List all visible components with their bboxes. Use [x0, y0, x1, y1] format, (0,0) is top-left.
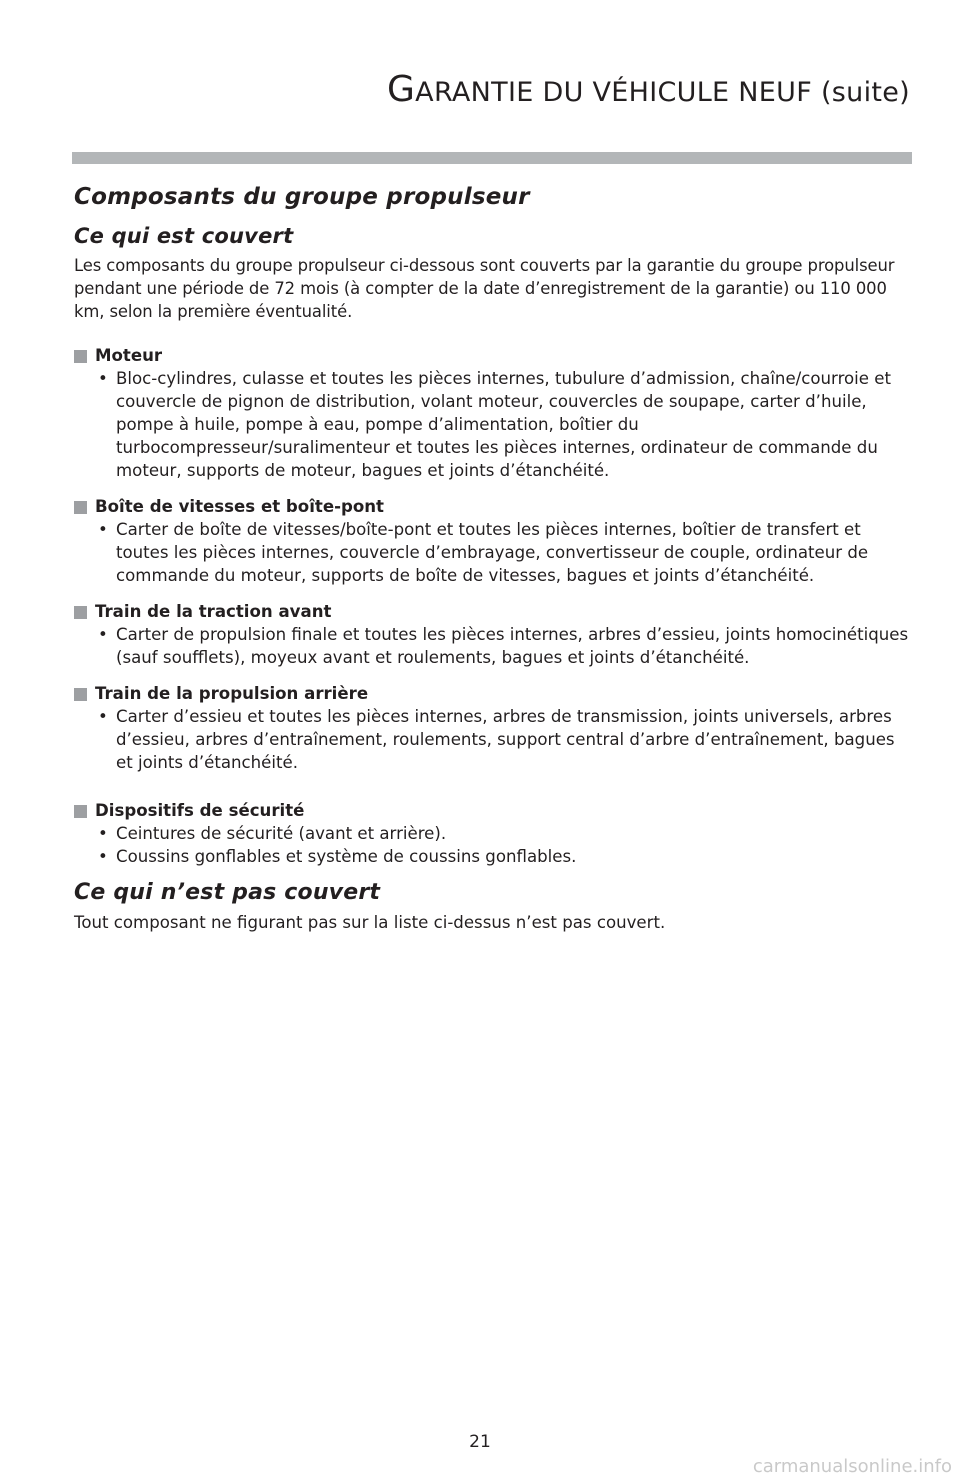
bullet-icon: • — [98, 707, 108, 726]
square-bullet-icon — [74, 688, 87, 701]
header-title-suite: (suite) — [820, 77, 910, 108]
category-label: Boîte de vitesses et boîte-pont — [95, 497, 384, 516]
category-label: Moteur — [95, 346, 163, 365]
list-item: • Carter d’essieu et toutes les pièces internes, arbres de transmission, joints universels, arbres d’essieu, arbres d’entraînement, roulements, support central d’arbre d’entraînement, bagues et joints d’étanchéité. — [98, 707, 895, 772]
header-title-initial: G — [386, 69, 416, 110]
category-boite-de-vitesses — [74, 496, 914, 587]
bullet-icon: • — [98, 625, 108, 644]
list-item: • Ceintures de sécurité (avant et arrière). — [98, 824, 447, 843]
list-item: • Carter de boîte de vitesses/boîte-pont et toutes les pièces internes, boîtier de transfert et toutes les pièces internes, couvercle d’embrayage, convertisseur de couple, ordinateur de commande du moteur, supports de boîte de vitesses, bagues et joints d’étanchéité. — [98, 520, 869, 585]
header-rule — [72, 152, 912, 164]
list-item: • Carter de propulsion finale et toutes les pièces internes, arbres d’essieu, joints homocinétiques (sauf soufflets), moyeux avant et roulements, bagues et joints d’étanchéité. — [98, 625, 909, 667]
bullet-icon: • — [98, 369, 108, 388]
page-header — [72, 69, 910, 110]
category-securite — [74, 800, 914, 868]
item-list — [74, 705, 914, 774]
list-item: • Coussins gonflables et système de coussins gonflables. — [98, 847, 577, 866]
square-bullet-icon — [74, 805, 87, 818]
item-list — [74, 822, 914, 868]
bullet-icon: • — [98, 824, 108, 843]
watermark: carmanualsonline.info — [752, 1456, 952, 1477]
square-bullet-icon — [74, 350, 87, 363]
not-covered-title: Ce qui n’est pas couvert — [74, 880, 381, 905]
category-label: Train de la traction avant — [95, 602, 332, 621]
covered-intro: Les composants du groupe propulseur ci-dessous sont couverts par la garantie du groupe propulseur pendant une période de 72 mois (à compter de la date d’enregistrement de la garantie) ou 110 000 km, selon la première éventualité. — [74, 256, 895, 321]
category-propulsion-arriere — [74, 683, 914, 774]
category-label: Dispositifs de sécurité — [95, 801, 305, 820]
page-number: 21 — [469, 1432, 491, 1452]
item-list — [74, 367, 914, 482]
category-traction-avant — [74, 601, 914, 669]
header-title: ARANTIE DU VÉHICULE NEUF — [415, 77, 813, 108]
item-list — [74, 518, 914, 587]
square-bullet-icon — [74, 501, 87, 514]
covered-title: Ce qui est couvert — [74, 224, 294, 248]
category-label: Train de la propulsion arrière — [95, 684, 369, 703]
main-content — [74, 184, 914, 934]
bullet-icon: • — [98, 847, 108, 866]
section-title: Composants du groupe propulseur — [74, 184, 530, 210]
square-bullet-icon — [74, 606, 87, 619]
list-item: • Bloc-cylindres, culasse et toutes les pièces internes, tubulure d’admission, chaîne/courroie et couvercle de pignon de distribution, volant moteur, couvercles de soupape, carter d’huile, pompe à huile, pompe à eau, pompe d’alimentation, boîtier du turbocompresseur/suralimenteur et toutes les pièces internes, ordinateur de commande du moteur, supports de moteur, bagues et joints d’étanchéité. — [98, 369, 891, 480]
item-list — [74, 623, 914, 669]
category-moteur — [74, 345, 914, 482]
not-covered-text: Tout composant ne figurant pas sur la liste ci-dessus n’est pas couvert. — [74, 913, 666, 932]
bullet-icon: • — [98, 520, 108, 539]
